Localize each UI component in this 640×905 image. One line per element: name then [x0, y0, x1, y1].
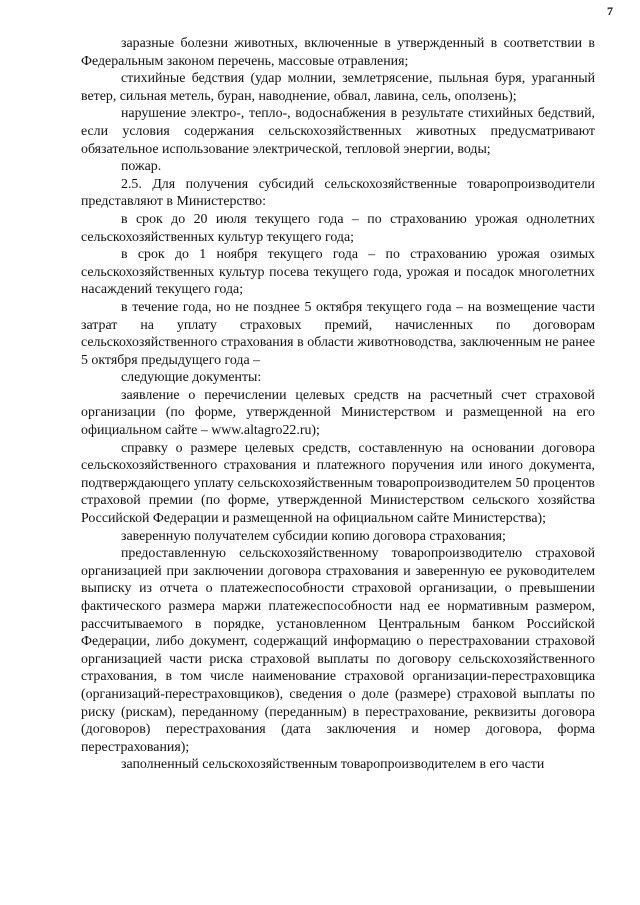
paragraph-deadline-october: в течение года, но не позднее 5 октября текущего года – на возмещение части затрат на уплату страховых премий, начисленных по договорам сельскохозяйственного страхования в области животноводства, заключенным не ранее 5 октября предыдущего года – — [81, 299, 595, 368]
paragraph-fire: пожар. — [121, 159, 162, 175]
page-number: 7 — [607, 4, 613, 18]
paragraph-diseases: заразные болезни животных, включенные в утвержденный в соответствии в Федеральным законом перечень, массовые отравления; — [81, 36, 595, 69]
paragraph-contract-copy: заверенную получателем субсидии копию договора страхования; — [121, 528, 506, 544]
paragraph-section-2-5: 2.5. Для получения субсидий сельскохозяйственные товаропроизводители представляют в Министерство: — [81, 176, 595, 210]
document-body — [81, 35, 595, 774]
paragraph-application: заявление о перечислении целевых средств на расчетный счет страховой организации (по форме, утвержденной Министерством и размещенной на его официальном сайте – www.altagro22.ru); — [81, 387, 595, 439]
paragraph-utility-disruption: нарушение электро-, тепло-, водоснабжения в результате стихийных бедствий, если условия содержания сельскохозяйственных животных предусматривают обязательное использование электрической, тепловой энергии, воды; — [81, 106, 595, 157]
paragraph-solvency-extract: предоставленную сельскохозяйственному товаропроизводителю страховой организацией при заключении договора страхования и заверенную ее руководителем выписку из отчета о платежеспособности страховой организации, о превышении фактического размера маржи платежеспособности над ее нормативным размером, рассчитываемого в порядке, установленном Центральным банком Российской Федерации, либо документ, содержащий информацию о перестраховании страховой организацией части риска страховой выплаты по договору сельскохозяйственного страхования, в том числе наименование страховой организации-перестраховщика (организаций-перестраховщиков), сведения о доле (размере) страховой выплаты по риску (рискам), переданному (переданным) в перестрахование, реквизиты договора (договоров) перестрахования (дата заключения и номер договора, форма перестрахования); — [81, 546, 595, 755]
paragraph-deadline-november: в срок до 1 ноября текущего года – по страхованию урожая озимых сельскохозяйственных культур посева текущего года, урожая и посадок многолетних насаждений текущего года; — [81, 247, 595, 298]
paragraph-certificate: справку о размере целевых средств, составленную на основании договора сельскохозяйственного страхования и платежного поручения или иного документа, подтверждающего уплату сельскохозяйственным товаропроизводителем 50 процентов страховой премии (по форме, утвержденной Министерством сельского хозяйства Российской Федерации и размещенной на официальном сайте Министерства); — [81, 440, 595, 527]
paragraph-documents-heading: следующие документы: — [121, 370, 262, 386]
paragraph-natural-disasters: стихийные бедствия (удар молнии, землетрясение, пыльная буря, ураганный ветер, сильная метель, буран, наводнение, обвал, лавина, сель, оползень); — [81, 71, 595, 104]
paragraph-deadline-july: в срок до 20 июля текущего года – по страхованию урожая однолетних сельскохозяйственных культур текущего года; — [81, 211, 595, 245]
paragraph-filled-form: заполненный сельскохозяйственным товаропроизводителем в его части — [121, 757, 545, 773]
